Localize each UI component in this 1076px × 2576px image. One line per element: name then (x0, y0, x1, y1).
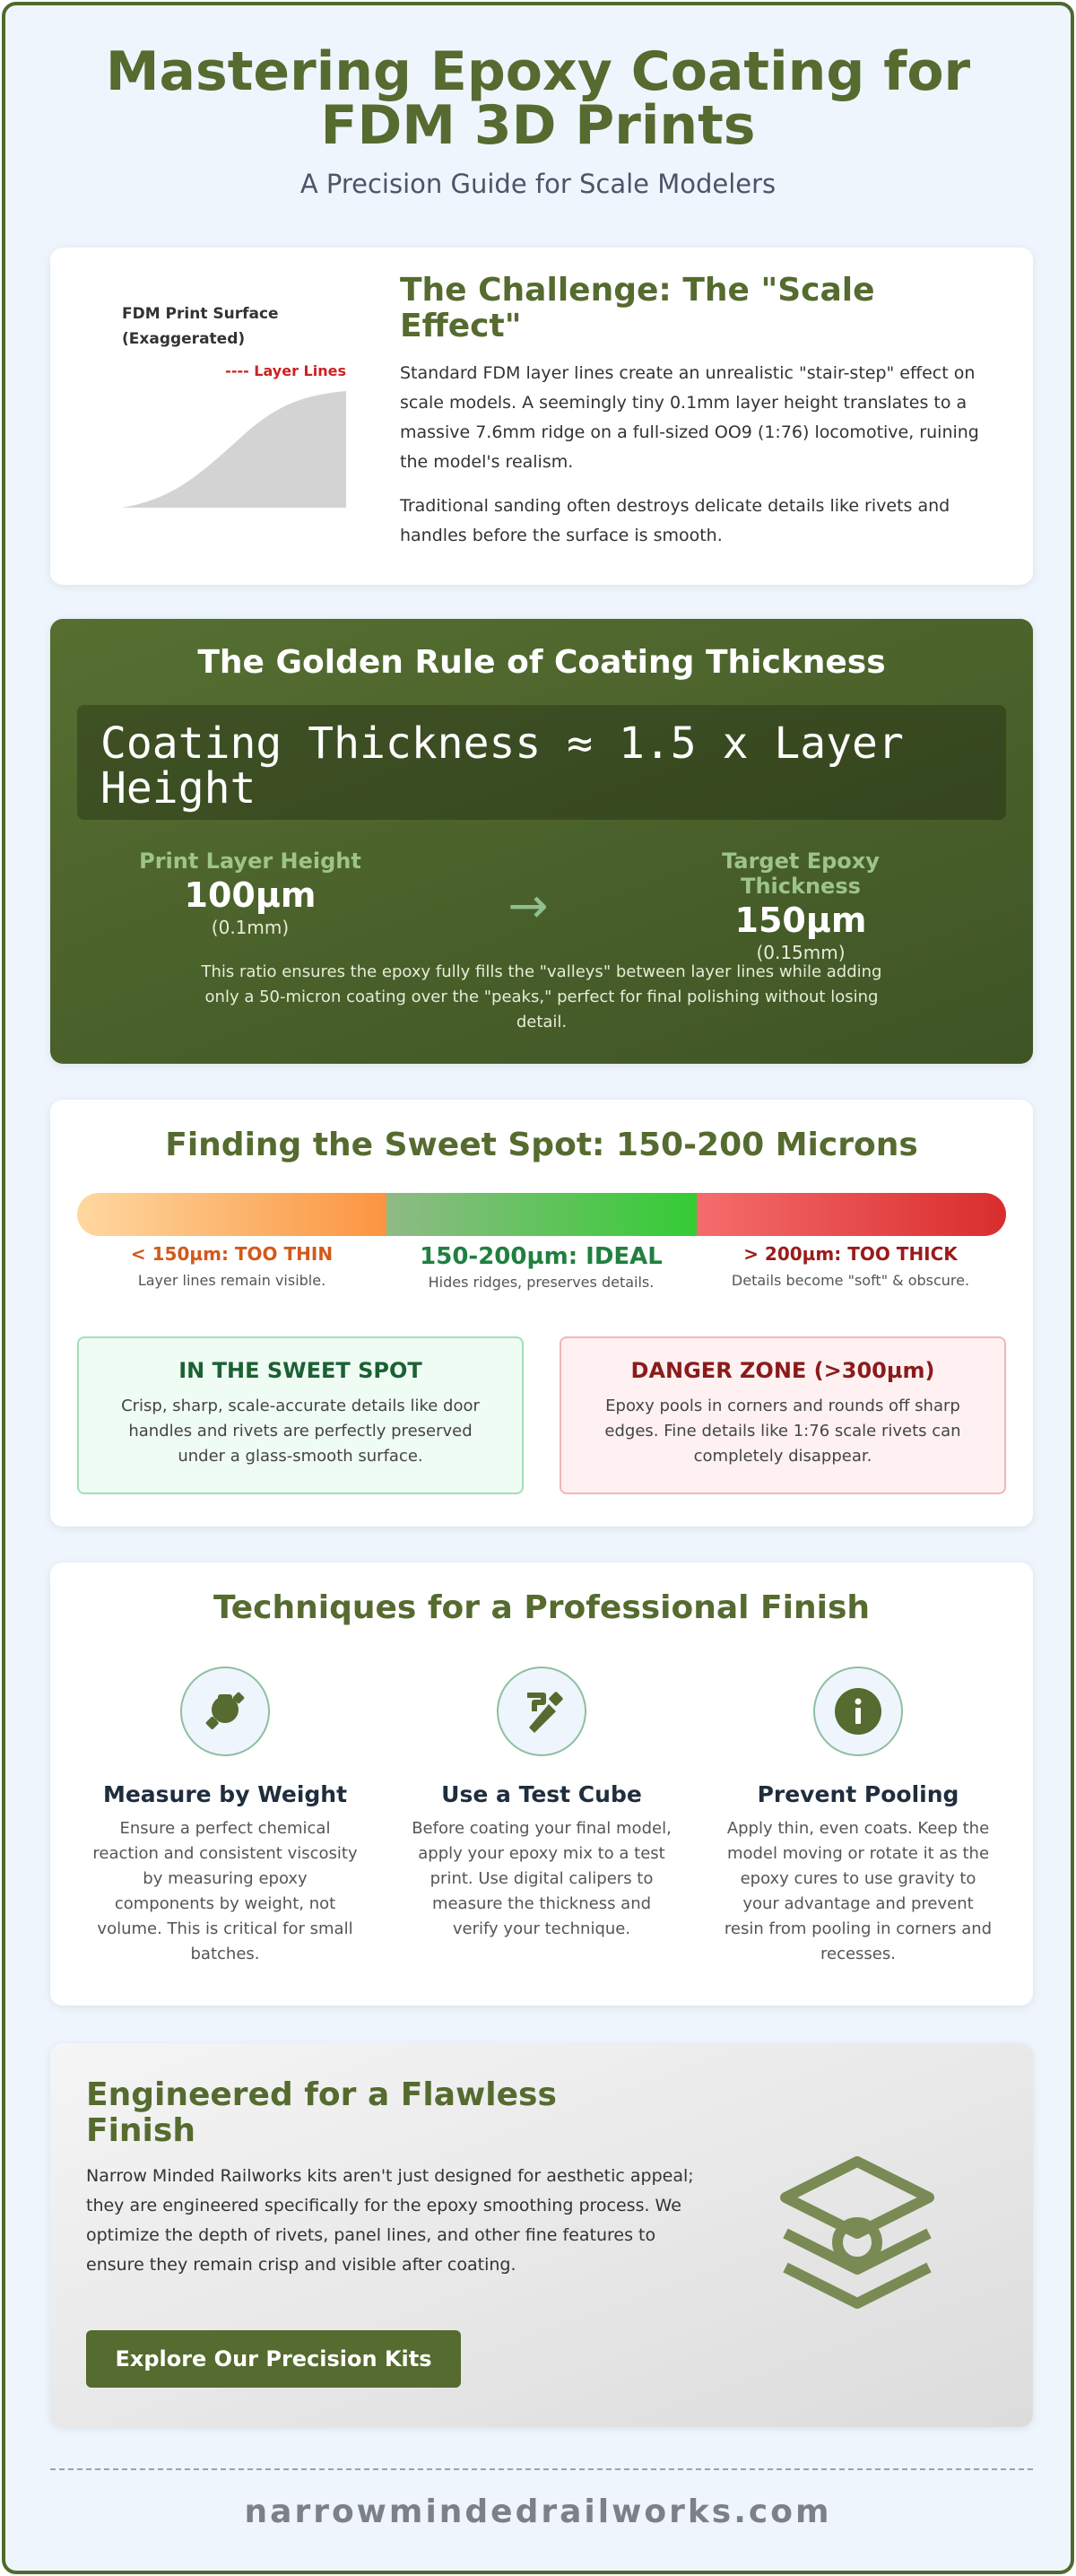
caliper-icon (497, 1667, 586, 1756)
zone-ideal (386, 1243, 696, 1291)
print-layer-label: Print Layer Height (139, 849, 361, 874)
golden-rule-card (50, 619, 1033, 1064)
zone-label: 150-200µm: IDEAL (420, 1243, 663, 1270)
danger-zone-box-title: DANGER ZONE (>300µm) (630, 1358, 935, 1383)
golden-rule-heading: The Golden Rule of Coating Thickness (197, 644, 886, 681)
technique-desc: Ensure a perfect chemical reaction and consistent viscosity by measuring epoxy components by weight, not volume. This is critical for small batches. (92, 1819, 358, 1963)
print-surface-diagram (104, 301, 355, 526)
technique-title: Use a Test Cube (441, 1781, 642, 1807)
header (5, 40, 1071, 199)
scale-icon (180, 1667, 270, 1756)
zone-too-thick (696, 1243, 1005, 1289)
layers-icon (768, 2142, 947, 2321)
footer-divider (50, 2468, 1033, 2470)
page-title: Mastering Epoxy Coating for FDM 3D Prints (105, 40, 971, 157)
technique-desc: Apply thin, even coats. Keep the model moving or rotate it as the epoxy cures to use gravity to your advantage and prevent resin from pooling in corners and recesses. (724, 1819, 993, 1963)
arrow-right-icon: → (508, 877, 549, 934)
print-layer-value: 100µm (184, 875, 317, 915)
challenge-card (50, 248, 1033, 585)
too-thick-segment (697, 1193, 1006, 1236)
technique-title: Measure by Weight (102, 1781, 348, 1807)
print-layer-metric (116, 849, 385, 938)
print-layer-sub: (0.1mm) (211, 917, 290, 938)
cta-heading: Engineered for a Flawless Finish (86, 2076, 557, 2149)
technique-desc: Before coating your final model, apply your epoxy mix to a test print. Use digital calipers to measure the thickness and verify your technique. (412, 1819, 672, 1938)
zone-too-thin (77, 1243, 386, 1289)
zone-label: > 200µm: TOO THICK (743, 1243, 958, 1265)
diagram-label: FDM Print Surface (Exaggerated) (122, 305, 279, 348)
target-thickness-sub: (0.15mm) (756, 942, 846, 963)
danger-zone-box-desc: Epoxy pools in corners and rounds off sharp edges. Fine details like 1:76 scale rivets can completely disappear. (604, 1397, 961, 1466)
page-subtitle: A Precision Guide for Scale Modelers (299, 169, 777, 199)
zone-desc: Details become "soft" & obscure. (731, 1272, 970, 1289)
sweet-spot-box-desc: Crisp, sharp, scale-accurate details like door handles and rivets are perfectly preserved under a glass-smooth surface. (121, 1397, 480, 1466)
technique-prevent-pooling (724, 1667, 993, 1967)
zone-label: < 150µm: TOO THIN (130, 1243, 334, 1265)
zone-desc: Layer lines remain visible. (137, 1272, 326, 1289)
target-thickness-value: 150µm (734, 901, 867, 940)
techniques-card (50, 1562, 1033, 2006)
thickness-formula: Coating Thickness ≈ 1.5 x Layer Height (77, 705, 1006, 820)
thickness-scale-bar (77, 1193, 1006, 1236)
golden-rule-description: This ratio ensures the epoxy fully fills the "valleys" between layer lines while adding only a 50-micron coating over the "peaks," perfect for final polishing without losing detail. (201, 962, 882, 1031)
target-thickness-metric (666, 849, 935, 963)
info-icon (813, 1667, 903, 1756)
cta-description: Narrow Minded Railworks kits aren't just designed for aesthetic appeal; they are engineered specifically for the epoxy smoothing process. We optimize the depth of rivets, panel lines, and other fine features to ensure they remain crisp and visible after coating. (86, 2166, 694, 2275)
footer-site-link[interactable]: narrowmindedrailworks.com (244, 2493, 832, 2530)
layer-lines-label: ---- Layer Lines (225, 362, 346, 379)
ideal-segment (386, 1193, 696, 1236)
challenge-heading: The Challenge: The "Scale Effect" (400, 272, 875, 344)
technique-title: Prevent Pooling (757, 1781, 959, 1807)
sweet-spot-heading: Finding the Sweet Spot: 150-200 Microns (165, 1127, 918, 1163)
challenge-paragraph-2: Traditional sanding often destroys delicate details like rivets and handles before the surface is smooth. (400, 496, 950, 545)
sweet-spot-card (50, 1100, 1033, 1527)
danger-zone-box (560, 1336, 1006, 1494)
sweet-spot-box (77, 1336, 524, 1494)
too-thin-segment (77, 1193, 386, 1236)
target-thickness-label: Target Epoxy Thickness (722, 849, 880, 899)
challenge-paragraph-1: Standard FDM layer lines create an unrealistic "stair-step" effect on scale models. A seemingly tiny 0.1mm layer height translates to a massive 7.6mm ridge on a full-sized OO9 (1:76) locomotive, ruining the model's realism. (400, 363, 979, 472)
technique-measure-by-weight (91, 1667, 360, 1967)
techniques-heading: Techniques for a Professional Finish (213, 1589, 871, 1626)
infographic-page (2, 2, 1074, 2574)
zone-desc: Hides ridges, preserves details. (428, 1274, 655, 1291)
sweet-spot-box-title: IN THE SWEET SPOT (178, 1358, 422, 1383)
cta-card (50, 2043, 1033, 2427)
layer-surface-shape (104, 301, 355, 526)
explore-kits-button[interactable]: Explore Our Precision Kits (86, 2330, 461, 2388)
technique-test-cube (407, 1667, 676, 1942)
